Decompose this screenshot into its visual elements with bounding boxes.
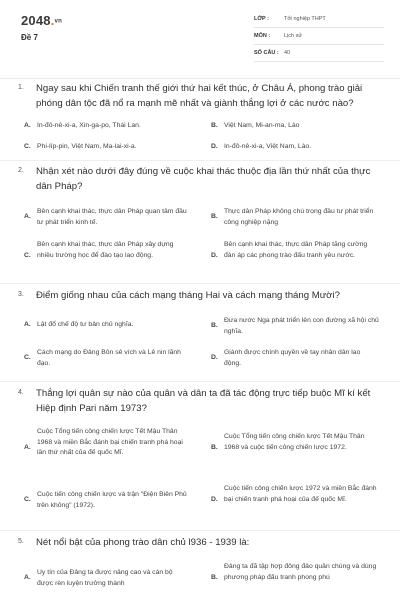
option-letter: B. — [211, 444, 218, 451]
option-letter: A. — [24, 321, 31, 328]
option-letter: D. — [211, 354, 218, 361]
logo-suffix: vn — [54, 18, 62, 25]
option-text: Uy tín của Đảng ta được nâng cao và cán bộ được rèn luyện trưởng thành — [37, 569, 173, 587]
question-stem: Ngay sau khi Chiến tranh thế giới thứ hai kết thúc, ở Châu Á, phong trào giải phóng dân tộc đã nổ ra mạnh mẽ nhất và giành thắng lợi ở các nước nào? — [36, 83, 363, 109]
option-text: Phi-líp-pin, Việt Nam, Ma-lai-xi-a. — [37, 143, 137, 150]
meta-value: Lịch sử — [284, 33, 303, 39]
exam-header — [0, 0, 400, 78]
logo-dot: . — [50, 13, 55, 28]
meta-row-count — [254, 46, 384, 62]
option-letter: A. — [24, 122, 31, 129]
question-divider — [0, 283, 400, 284]
option-text: Bên cạnh khai thác, thực dân Pháp tăng cường đàn áp các phong trào đấu tranh yêu nước. — [224, 241, 368, 259]
meta-value: 40 — [284, 50, 291, 56]
option-text: Cuộc Tổng tiến công chiến lược Tết Mậu Thân 1968 và cuộc tiến công chiến lược 1972. — [224, 433, 365, 451]
question-stem: Nét nổi bật của phong trào dân chủ l936 - 1939 là: — [36, 537, 250, 548]
meta-key: MÔN : — [254, 33, 271, 39]
option-text: Cuộc tiến công chiến lược và trận "Điện Biên Phủ trên không" (1972). — [37, 491, 187, 509]
option-letter: C. — [24, 143, 31, 150]
question-divider — [0, 160, 400, 161]
option-text: Lật đổ chế độ tư bản chủ nghĩa. — [37, 321, 134, 328]
meta-key: SỐ CÂU : — [254, 50, 279, 56]
question-divider — [0, 381, 400, 382]
option-text: Bên cạnh khai thác, thực dân Pháp xây dựng nhiều trường học để đào tạo lao động. — [37, 241, 174, 259]
meta-row-grade — [254, 12, 384, 28]
question-stem: Điểm giống nhau của cách mạng tháng Hai và cách mạng tháng Mười? — [36, 290, 340, 301]
question-number: 1. — [18, 84, 24, 91]
question-divider — [0, 530, 400, 531]
option-text: Cuộc Tổng tiến công chiến lược Tết Mậu Thân 1968 và miền Bắc đánh bại chiến tranh phá hoại lần thứ nhất của đế quốc Mĩ. — [37, 428, 183, 456]
option-letter: B. — [211, 213, 218, 220]
option-letter: D. — [211, 252, 218, 259]
option-letter: B. — [211, 574, 218, 581]
question-number: 2. — [18, 167, 24, 174]
option-letter: B. — [211, 322, 218, 329]
option-letter: A. — [24, 213, 31, 220]
question-stem: Nhận xét nào dưới đây đúng về cuộc khai thác thuộc địa lần thứ nhất của thực dân Pháp? — [36, 166, 371, 192]
question-number: 4. — [18, 389, 24, 396]
option-text: Thực dân Pháp không chú trọng đầu tư phát triển công nghiệp nặng — [224, 208, 374, 226]
option-letter: D. — [211, 496, 218, 503]
option-letter: C. — [24, 354, 31, 361]
option-text: Cách mạng do Đảng Bôn sê vích và Lê nin lãnh đạo. — [37, 349, 181, 367]
option-letter: D. — [211, 143, 218, 150]
logo-text: 2048 — [21, 13, 51, 28]
header-divider — [0, 78, 400, 79]
question-number: 3. — [18, 291, 24, 298]
question-number: 5. — [18, 538, 24, 545]
option-text: Đưa nước Nga phát triển lên con đường xã hội chủ nghĩa. — [224, 317, 379, 335]
question-stem: Thắng lợi quân sự nào của quân và dân ta đã tác động trực tiếp buộc Mĩ kí kết Hiệp định Pari năm 1973? — [36, 388, 371, 414]
option-letter: A. — [24, 444, 31, 451]
option-text: Đảng ta đã tập hợp đông đảo quần chúng và dùng phương pháp đấu tranh phong phú — [224, 563, 377, 581]
option-letter: C. — [24, 496, 31, 503]
meta-value: Tốt nghiệp THPT — [284, 16, 326, 22]
exam-title: Đề 7 — [21, 33, 38, 42]
meta-row-subject — [254, 29, 384, 45]
option-text: Việt Nam, Mi-an-ma, Lào — [224, 122, 300, 129]
meta-key: LỚP : — [254, 16, 269, 22]
option-letter: C. — [24, 252, 31, 259]
option-text: Cuộc tiến công chiến lược 1972 và miền Bắc đánh bại chiến tranh phá hoại của đế quốc Mĩ. — [224, 485, 377, 503]
option-text: In-đô-nê-xi-a, Việt Nam, Lào. — [224, 143, 312, 150]
option-letter: B. — [211, 122, 218, 129]
option-text: In-đô-nê-xi-a, Xin-ga-po, Thái Lan. — [37, 122, 141, 129]
option-text: Giành được chính quyền về tay nhân dân lao động. — [224, 349, 361, 367]
option-text: Bên cạnh khai thác, thực dân Pháp quan tâm đầu tư phát triển kinh tế. — [37, 208, 187, 226]
option-letter: A. — [24, 574, 31, 581]
site-logo[interactable] — [21, 13, 62, 28]
